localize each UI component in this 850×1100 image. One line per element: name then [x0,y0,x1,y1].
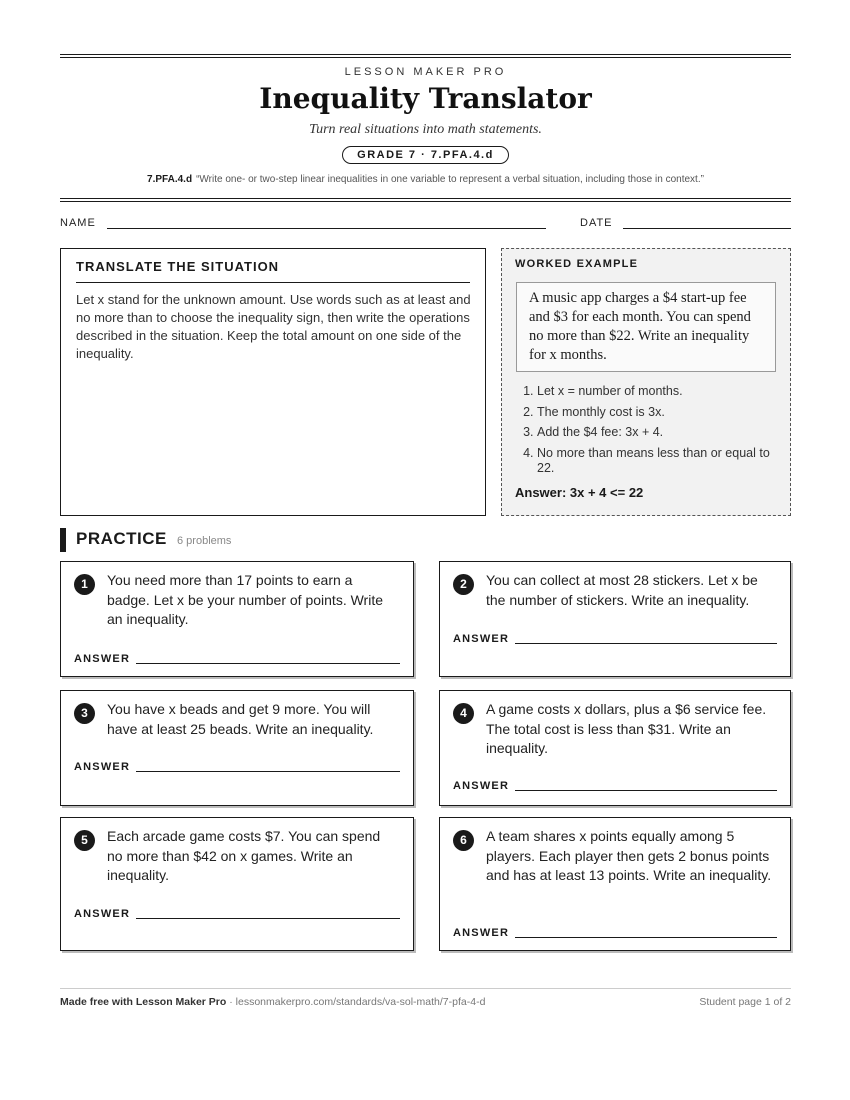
problem-card-6 [439,817,791,951]
header-top-rule [60,54,791,58]
problem-text: You can collect at most 28 stickers. Let x be the number of stickers. Write an inequality. [486,572,758,608]
worked-example-step: 1. Let x = number of months. [537,384,780,399]
answer-label: ANSWER [74,653,131,665]
answer-field-2[interactable] [515,643,777,644]
problem-text: You need more than 17 points to earn a badge. Let x be your number of points. Write an inequality. [107,572,384,627]
answer-field-6[interactable] [515,937,777,938]
standard-text: “Write one- or two-step linear inequalities in one variable to represent a verbal situation, including those in context.” [196,174,704,185]
date-field[interactable] [623,228,791,229]
answer-label: ANSWER [453,780,510,792]
problem-text: You have x beads and get 9 more. You will have at least 25 beads. Write an inequality. [107,701,374,737]
footer-url-link[interactable]: · lessonmakerpro.com/standards/va-sol-math/7-pfa-4-d [226,996,486,1008]
problem-text: A game costs x dollars, plus a $6 service fee. The total cost is less than $31. Write an inequality. [486,701,767,756]
practice-heading: PRACTICE [76,529,167,548]
problem-number-badge: 2 [453,574,474,595]
problem-card-1 [60,561,414,677]
worked-example-box [501,248,791,516]
standard-code: 7.PFA.4.d [147,174,193,185]
worked-example-step: 3. Add the $4 fee: 3x + 4. [537,425,780,440]
footer-page-number: Student page 1 of 2 [699,996,791,1008]
translate-instructions: Let x stand for the unknown amount. Use words such as at least and no more than to choose the inequality sign, then write the operations described in the situation. Keep the total amount on one side of the inequality. [76,292,471,361]
worked-example-answer: Answer: 3x + 4 <= 22 [515,485,644,500]
grade-badge: GRADE 7 · 7.PFA.4.d [342,146,509,164]
header-bottom-rule [60,198,791,202]
worked-example-heading: WORKED EXAMPLE [515,258,639,270]
problem-number-badge: 3 [74,703,95,724]
answer-field-5[interactable] [136,918,400,919]
answer-field-3[interactable] [136,771,400,772]
worked-example-step: 4. No more than means less than or equal to 22. [537,446,780,476]
answer-label: ANSWER [74,908,131,920]
practice-count: 6 problems [177,535,232,547]
answer-field-4[interactable] [515,790,777,791]
footer-made-with: Made free with Lesson Maker Pro [60,996,227,1008]
answer-label: ANSWER [74,761,131,773]
answer-label: ANSWER [453,633,510,645]
footer-credit [60,996,485,1008]
problem-card-4 [439,690,791,806]
page-subtitle: Turn real situations into math statements. [309,122,542,137]
footer-rule [60,988,791,989]
translate-heading: TRANSLATE THE SITUATION [76,259,470,283]
worked-example-steps [515,384,780,481]
worked-example-step: 2. The monthly cost is 3x. [537,405,780,420]
problem-number-badge: 6 [453,830,474,851]
date-label: DATE [580,217,613,229]
problem-number-badge: 4 [453,703,474,724]
page-title: Inequality Translator [259,82,592,115]
brand-name: LESSON MAKER PRO [344,66,507,78]
problem-text: Each arcade game costs $7. You can spend no more than $42 on x games. Write an inequality. [107,828,381,883]
problem-number-badge: 5 [74,830,95,851]
problem-text: A team shares x points equally among 5 players. Each player then gets 2 bonus points and has at least 13 points. Write an inequality. [486,828,772,883]
translate-situation-box [60,248,486,516]
standard-line [60,174,791,185]
answer-label: ANSWER [453,927,510,939]
problem-card-3 [60,690,414,806]
grade-badge-wrap [60,145,791,164]
problem-number-badge: 1 [74,574,95,595]
practice-accent-bar [60,528,66,552]
worked-example-problem: A music app charges a $4 start-up fee and $3 for each month. You can spend no more than $22. Write an inequality for x months. [516,282,776,372]
name-field[interactable] [107,228,546,229]
problem-card-5 [60,817,414,951]
problem-card-2 [439,561,791,677]
name-label: NAME [60,217,96,229]
answer-field-1[interactable] [136,663,400,664]
